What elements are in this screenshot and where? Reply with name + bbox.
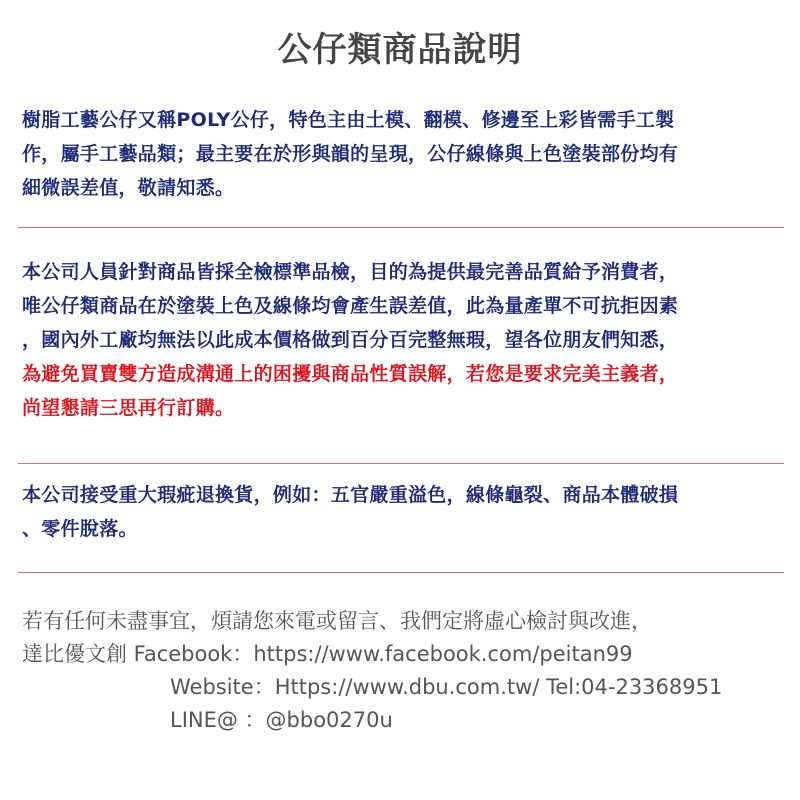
contact-info xyxy=(22,605,782,737)
section-divider xyxy=(18,227,784,228)
return-policy-section xyxy=(22,478,782,546)
craft-description-section xyxy=(22,103,782,205)
text-line: 樹脂工藝公仔又稱POLY公仔，特色主由土模、翻模、修邊至上彩皆需手工製 xyxy=(22,109,675,131)
page-title: 公仔類商品說明 xyxy=(277,30,523,70)
quality-inspection-paragraph xyxy=(22,255,782,357)
text-line: 本公司人員針對商品皆採全檢標準品檢，目的為提供最完善品質給予消費者， xyxy=(22,261,679,283)
text-line: 細微誤差值，敬請知悉。 xyxy=(22,177,235,199)
warning-line: 尚望懇請三思再行訂購。 xyxy=(22,397,235,419)
text-line: 作，屬手工藝品類；最主要在於形與韻的呈現，公仔線條與上色塗裝部份均有 xyxy=(22,143,679,165)
perfectionist-warning-paragraph xyxy=(22,357,782,425)
line-id-line: LINE@ ：@bbo0270u xyxy=(170,708,393,732)
quality-inspection-section xyxy=(22,255,782,425)
craft-description-paragraph xyxy=(22,103,782,205)
facebook-line: 達比優文創 Facebook：https://www.facebook.com/peitan99 xyxy=(22,642,633,666)
text-line: 本公司接受重大瑕疵退換貨，例如：五官嚴重溢色，線條龜裂、商品本體破損 xyxy=(22,484,679,506)
website-tel-line: Website：Https://www.dbu.com.tw/ Tel:04-23368951 xyxy=(170,675,723,699)
contact-intro-line: 若有任何未盡事宜，煩請您來電或留言、我們定將虛心檢討與改進， xyxy=(22,609,652,633)
return-policy-paragraph xyxy=(22,478,782,546)
section-divider xyxy=(18,572,784,573)
text-line: ，國內外工廠均無法以此成本價格做到百分百完整無瑕，望各位朋友們知悉， xyxy=(22,329,679,351)
section-divider xyxy=(18,463,784,464)
warning-line: 為避免買賣雙方造成溝通上的困擾與商品性質誤解，若您是要求完美主義者， xyxy=(22,363,679,385)
text-line: 、零件脫落。 xyxy=(22,518,138,540)
text-line: 唯公仔類商品在於塗裝上色及線條均會產生誤差值，此為量產單不可抗拒因素 xyxy=(22,295,679,317)
